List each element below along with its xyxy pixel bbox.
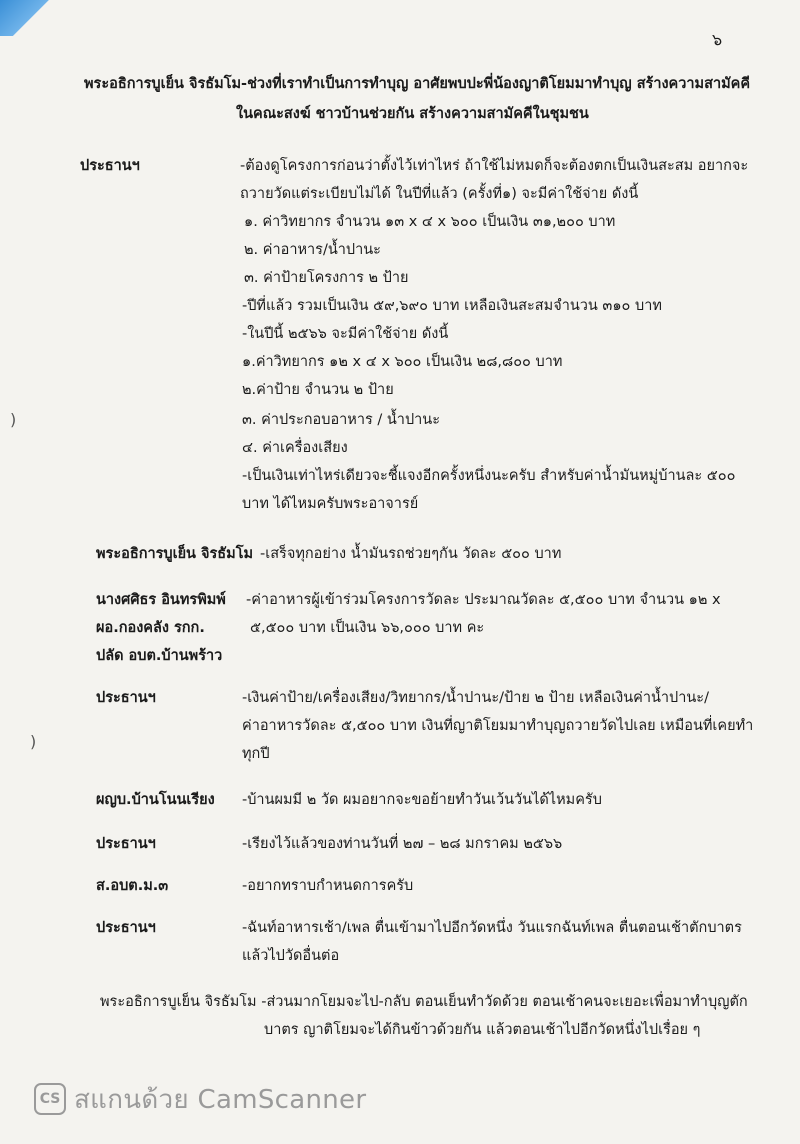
binding-hole-mark: ) xyxy=(10,410,17,429)
text-line: -เป็นเงินเท่าไหร่เดียวจะชี้แจงอีกครั้งหนึ่งนะครับ สำหรับค่าน้ำมันหมู่บ้านละ ๕๐๐ xyxy=(242,468,736,484)
intro-line-1: พระอธิการบูเย็น จิรธัมโม-ช่วงที่เราทำเป็นการทำบุญ อาศัยพบปะพี่น้องญาติโยมมาทำบุญ สร้างความสามัคคี xyxy=(84,76,751,92)
text-line: ๑. ค่าวิทยากร จำนวน ๑๓ x ๔ x ๖๐๐ เป็นเงิน ๓๑,๒๐๐ บาท xyxy=(244,214,616,230)
scan-corner-mark xyxy=(0,0,52,36)
text-line: ๑.ค่าวิทยากร ๑๒ x ๔ x ๖๐๐ เป็นเงิน ๒๘,๘๐๐ บาท xyxy=(242,354,563,370)
text-line: ทุกปี xyxy=(242,746,270,762)
text-line: ๓. ค่าป้ายโครงการ ๒ ป้าย xyxy=(244,270,409,286)
text-line: -ค่าอาหารผู้เข้าร่วมโครงการวัดละ ประมาณวัดละ ๕,๕๐๐ บาท จำนวน ๑๒ x xyxy=(246,592,721,608)
text-line: -ในปีนี้ ๒๕๖๖ จะมีค่าใช้จ่าย ดังนี้ xyxy=(242,326,449,342)
speaker-chairman: ประธานฯ xyxy=(96,920,156,936)
speaker-chairman: ประธานฯ xyxy=(80,158,140,174)
camscanner-text: สแกนด้วย CamScanner xyxy=(74,1084,367,1115)
text-line: ๒.ค่าป้าย จำนวน ๒ ป้าย xyxy=(242,382,394,398)
text-line: แล้วไปวัดอื่นต่อ xyxy=(242,948,340,964)
camscanner-watermark xyxy=(34,1082,366,1116)
text-line: -อยากทราบกำหนดการครับ xyxy=(242,878,414,894)
text-line: -บ้านผมมี ๒ วัด ผมอยากจะขอย้ายทำวันเว้นวันได้ไหมครับ xyxy=(242,792,602,808)
text-line: -ฉันท์อาหารเช้า/เพล ตื่นเข้ามาไปอีกวัดหนึ่ง วันแรกฉันท์เพล ตื่นตอนเช้าตักบาตร xyxy=(242,920,742,936)
text-line: ๕,๕๐๐ บาท เป็นเงิน ๖๖,๐๐๐ บาท คะ xyxy=(250,620,485,636)
text-line: ค่าอาหารวัดละ ๕,๕๐๐ บาท เงินที่ญาติโยมมาทำบุญถวายวัดไปเลย เหมือนที่เคยทำ xyxy=(242,718,754,734)
text-line: -เงินค่าป้าย/เครื่องเสียง/วิทยากร/น้ำปานะ/ป้าย ๒ ป้าย เหลือเงินค่าน้ำปานะ/ xyxy=(242,690,709,706)
speaker-village-head: ผญบ.บ้านโนนเรียง xyxy=(96,792,215,808)
intro-line-2: ในคณะสงฆ์ ชาวบ้านช่วยกัน สร้างความสามัคคีในชุมชน xyxy=(236,106,589,122)
speaker-abbot: พระอธิการบูเย็น จิรธัมโม xyxy=(96,546,254,562)
speaker-chairman: ประธานฯ xyxy=(96,836,156,852)
text-line: ๓. ค่าประกอบอาหาร / น้ำปานะ xyxy=(242,412,440,428)
speaker-finance-name: นางศศิธร อินทรพิมพ์ xyxy=(96,592,226,608)
speaker-finance-title: ผอ.กองคลัง รกก. xyxy=(96,620,205,636)
page-number: ๖ xyxy=(712,30,723,49)
text-line: ๒. ค่าอาหาร/น้ำปานะ xyxy=(244,242,381,258)
text-line: -ปีที่แล้ว รวมเป็นเงิน ๕๙,๖๙๐ บาท เหลือเงินสะสมจำนวน ๓๑๐ บาท xyxy=(242,298,662,314)
camscanner-logo-icon: CS xyxy=(34,1083,66,1115)
text-line: -เสร็จทุกอย่าง น้ำมันรถช่วยๆกัน วัดละ ๕๐๐ บาท xyxy=(260,546,562,562)
speaker-chairman: ประธานฯ xyxy=(96,690,156,706)
speaker-finance-role: ปลัด อบต.บ้านพร้าว xyxy=(96,648,223,664)
abbot-closing-line: พระอธิการบูเย็น จิรธัมโม -ส่วนมากโยมจะไป-กลับ ตอนเย็นทำวัดด้วย ตอนเช้าคนจะเยอะเพื่อมาทำบุญตัก xyxy=(100,994,748,1010)
text-line: -เรียงไว้แล้วของท่านวันที่ ๒๗ – ๒๘ มกราคม ๒๕๖๖ xyxy=(242,836,563,852)
text-line: ถวายวัดแต่ระเบียบไม่ได้ ในปีที่แล้ว (ครั้งที่๑) จะมีค่าใช้จ่าย ดังนี้ xyxy=(240,186,639,202)
text-line: -ต้องดูโครงการก่อนว่าตั้งไว้เท่าไหร่ ถ้าใช้ไม่หมดก็จะต้องตกเป็นเงินสะสม อยากจะ xyxy=(240,158,749,174)
binding-hole-mark: ) xyxy=(30,732,37,751)
speaker-council-member: ส.อบต.ม.๓ xyxy=(96,878,169,894)
text-line: บาท ได้ไหมครับพระอาจารย์ xyxy=(242,496,419,512)
abbot-closing-line-2: บาตร ญาติโยมจะได้กินข้าวด้วยกัน แล้วตอนเช้าไปอีกวัดหนึ่งไปเรื่อย ๆ xyxy=(264,1022,701,1038)
text-line: ๔. ค่าเครื่องเสียง xyxy=(242,440,348,456)
